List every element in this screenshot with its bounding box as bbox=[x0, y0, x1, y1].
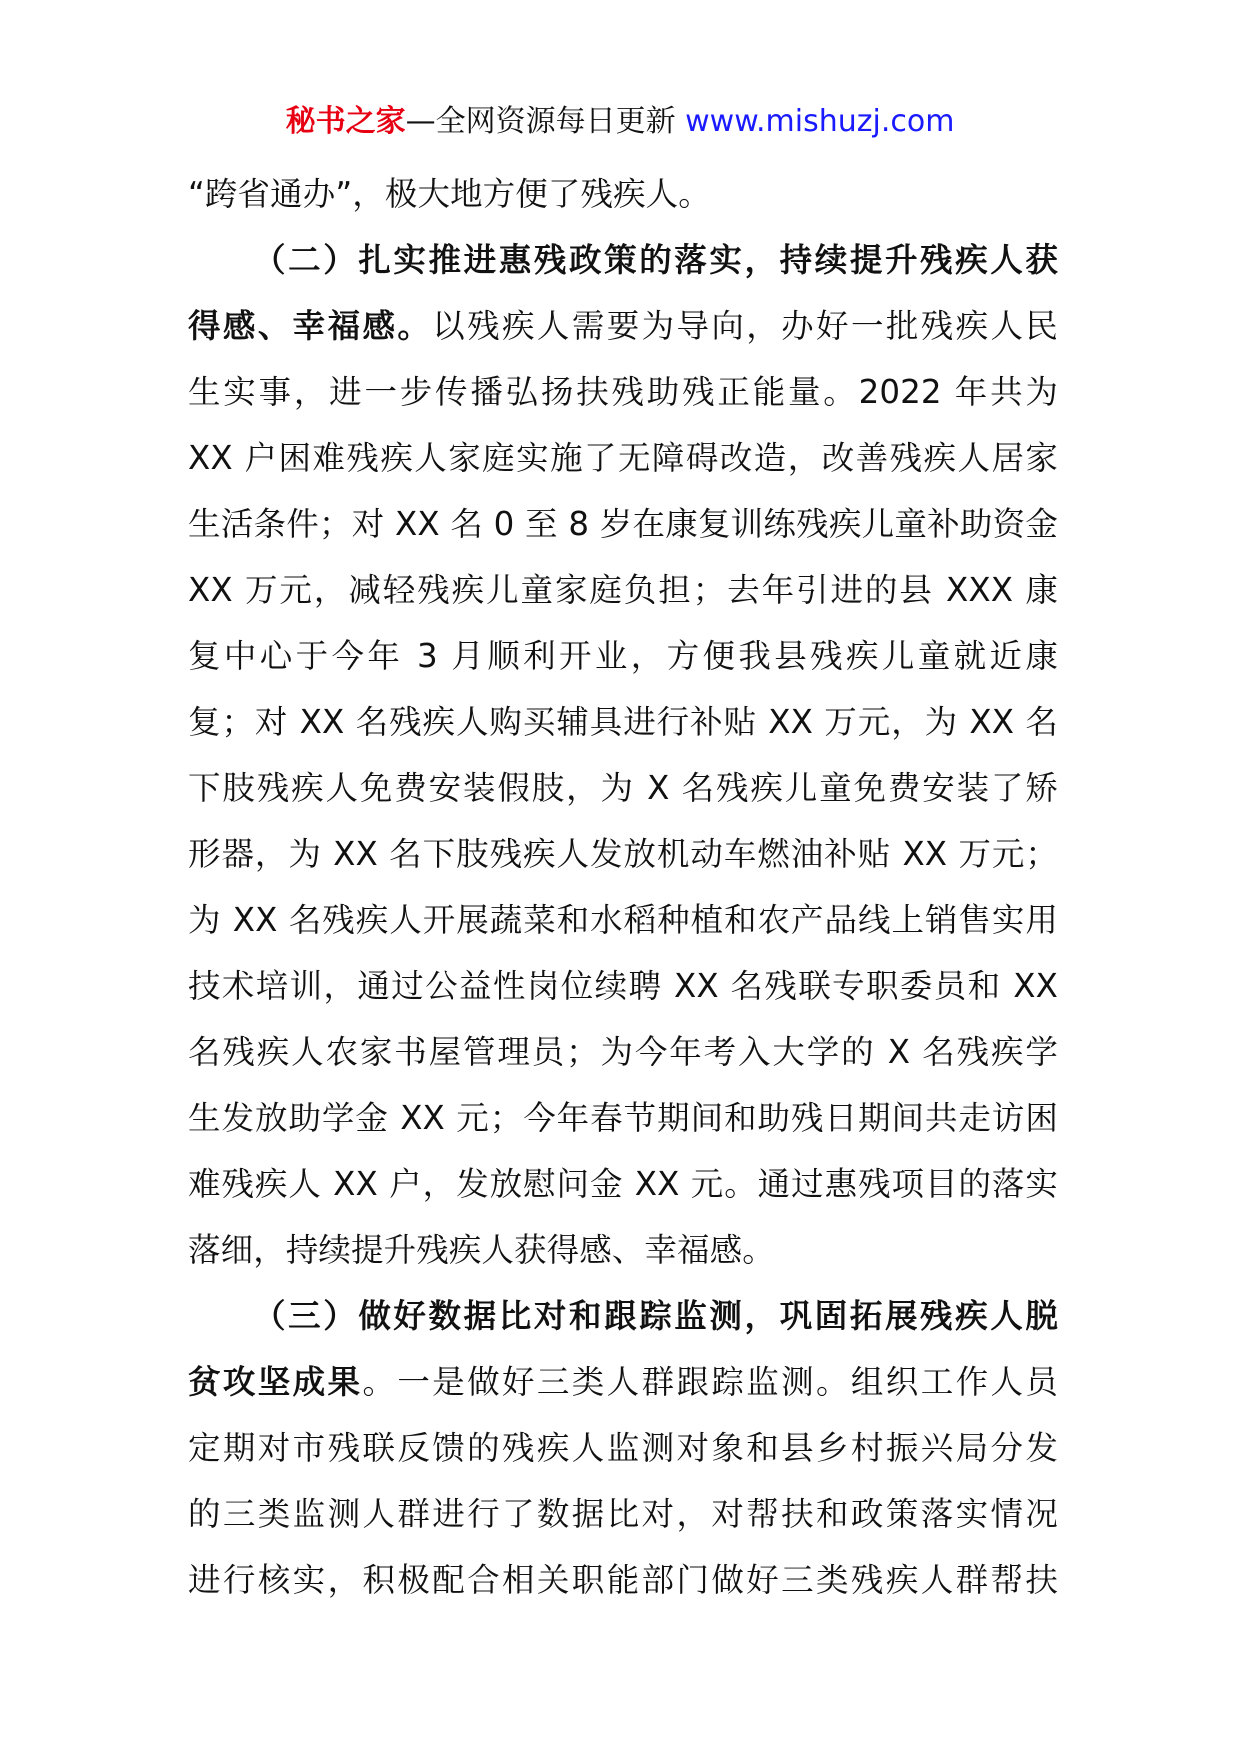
text-line bbox=[188, 1349, 1058, 1415]
text-line: 复；对 XX 名残疾人购买辅具进行补贴 XX 万元，为 XX 名 bbox=[188, 703, 1058, 741]
text-segment: 以残疾人需要为导向，办好一批残疾人民 bbox=[432, 307, 1058, 345]
text-line: XX 户困难残疾人家庭实施了无障碍改造，改善残疾人居家 bbox=[188, 439, 1058, 477]
text-line: “跨省通办”，极大地方便了残疾人。 bbox=[188, 175, 711, 213]
text-segment: 。一是做好三类人群跟踪监测。组织工作人员 bbox=[362, 1363, 1058, 1401]
text-line: 名残疾人农家书屋管理员；为今年考入大学的 X 名残疾学 bbox=[188, 1033, 1058, 1071]
section-heading-3: （三）做好数据比对和跟踪监测，巩固拓展残疾人脱 bbox=[253, 1297, 1058, 1335]
site-brand: 秘书之家 bbox=[285, 104, 406, 139]
document-body bbox=[188, 161, 1058, 1613]
section-heading-2: （二）扎实推进惠残政策的落实，持续提升残疾人获 bbox=[253, 241, 1058, 279]
text-line: 形器，为 XX 名下肢残疾人发放机动车燃油补贴 XX 万元； bbox=[188, 835, 1058, 873]
text-line: 技术培训，通过公益性岗位续聘 XX 名残联专职委员和 XX bbox=[188, 967, 1058, 1005]
text-line: 难残疾人 XX 户，发放慰问金 XX 元。通过惠残项目的落实 bbox=[188, 1165, 1058, 1203]
text-line: 生实事，进一步传播弘扬扶残助残正能量。2022 年共为 bbox=[188, 373, 1058, 411]
text-line: 进行核实，积极配合相关职能部门做好三类残疾人群帮扶 bbox=[188, 1561, 1058, 1599]
site-tagline: —全网资源每日更新 bbox=[405, 104, 686, 139]
text-line: 生发放助学金 XX 元；今年春节期间和助残日期间共走访困 bbox=[188, 1099, 1058, 1137]
text-line bbox=[188, 293, 1058, 359]
text-line: 定期对市残联反馈的残疾人监测对象和县乡村振兴局分发 bbox=[188, 1429, 1058, 1467]
text-line: 为 XX 名残疾人开展蔬菜和水稻种植和农产品线上销售实用 bbox=[188, 901, 1058, 939]
text-line: 的三类监测人群进行了数据比对，对帮扶和政策落实情况 bbox=[188, 1495, 1058, 1533]
text-line: 复中心于今年 3 月顺利开业，方便我县残疾儿童就近康 bbox=[188, 637, 1058, 675]
section-heading-2-end: 得感、幸福感。 bbox=[188, 307, 433, 345]
text-line: 落细，持续提升残疾人获得感、幸福感。 bbox=[188, 1231, 775, 1269]
text-line: XX 万元，减轻残疾儿童家庭负担；去年引进的县 XXX 康 bbox=[188, 571, 1058, 609]
site-header bbox=[0, 100, 1240, 144]
section-heading-3-end: 贫攻坚成果 bbox=[188, 1363, 363, 1401]
site-url-link[interactable]: www.mishuzj.com bbox=[685, 104, 955, 139]
text-line: 下肢残疾人免费安装假肢，为 X 名残疾儿童免费安装了矫 bbox=[188, 769, 1058, 807]
text-line: 生活条件；对 XX 名 0 至 8 岁在康复训练残疾儿童补助资金 bbox=[188, 505, 1058, 543]
